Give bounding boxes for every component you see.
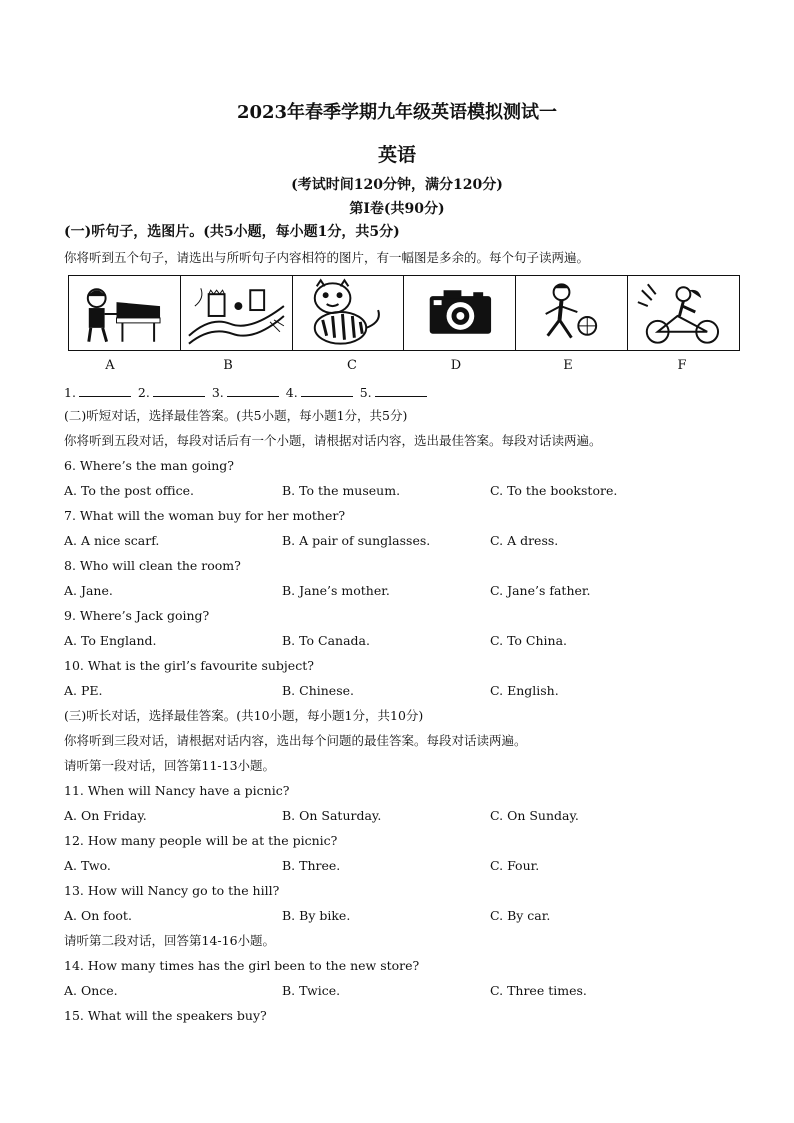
picture-letter-d: D	[450, 358, 462, 373]
option-6c: C. To the bookstore.	[490, 483, 618, 498]
question-15: 15. What will the speakers buy?	[64, 1008, 267, 1023]
answer-blanks	[64, 384, 430, 401]
option-10b: B. Chinese.	[282, 683, 354, 698]
option-6a: A. To the post office.	[64, 483, 194, 498]
question-10: 10. What is the girl’s favourite subject?	[64, 658, 314, 673]
question-8: 8. Who will clean the room?	[64, 558, 241, 573]
option-14c: C. Three times.	[490, 983, 587, 998]
picture-strip	[68, 275, 740, 351]
question-11: 11. When will Nancy have a picnic?	[64, 783, 290, 798]
answer-blank-5[interactable]	[375, 384, 427, 397]
section2-instruction: 请听第二段对话，回答第14-16小题。	[64, 933, 276, 948]
picture-letter-c: C	[347, 358, 357, 373]
answer-blank-2[interactable]	[153, 384, 205, 397]
piano-player-icon	[69, 276, 181, 350]
option-8c: C. Jane’s father.	[490, 583, 591, 598]
part3-instruction: 你将听到三段对话，请根据对话内容，选出每个问题的最佳答案。每段对话读两遍。	[64, 733, 527, 748]
answer-blank-1[interactable]	[79, 384, 131, 397]
boy-basketball-icon	[516, 276, 628, 350]
girl-cycling-icon	[628, 276, 739, 350]
question-12: 12. How many people will be at the picnic?	[64, 833, 338, 848]
part3-heading: (三)听长对话，选择最佳答案。(共10小题，每小题1分，共10分)	[64, 708, 424, 723]
question-9: 9. Where’s Jack going?	[64, 608, 210, 623]
option-10c: C. English.	[490, 683, 559, 698]
option-11a: A. On Friday.	[64, 808, 147, 823]
option-8a: A. Jane.	[64, 583, 113, 598]
option-9a: A. To England.	[64, 633, 157, 648]
question-13: 13. How will Nancy go to the hill?	[64, 883, 280, 898]
option-11b: B. On Saturday.	[282, 808, 382, 823]
blank-label-2: 2.	[137, 385, 150, 400]
answer-blank-3[interactable]	[227, 384, 279, 397]
picture-letter-b: B	[223, 358, 233, 373]
option-13c: C. By car.	[490, 908, 551, 923]
option-7c: C. A dress.	[490, 533, 559, 548]
picture-letter-a: A	[105, 358, 115, 373]
exam-info: (考试时间120分钟，满分120分)	[291, 177, 503, 193]
option-10a: A. PE.	[64, 683, 103, 698]
camera-icon	[404, 276, 516, 350]
part1-heading: (一)听句子，选图片。(共5小题，每小题1分，共5分)	[64, 224, 400, 240]
blank-label-4: 4.	[285, 385, 298, 400]
blank-label-1: 1.	[64, 385, 76, 400]
volume-title: 第Ⅰ卷(共90分)	[349, 201, 445, 217]
tiger-icon	[293, 276, 405, 350]
blank-label-3: 3.	[211, 385, 224, 400]
answer-blank-4[interactable]	[301, 384, 353, 397]
question-6: 6. Where’s the man going?	[64, 458, 234, 473]
option-9c: C. To China.	[490, 633, 568, 648]
option-6b: B. To the museum.	[282, 483, 401, 498]
option-13a: A. On foot.	[64, 908, 132, 923]
option-12c: C. Four.	[490, 858, 540, 873]
part1-instruction: 你将听到五个句子，请选出与所听句子内容相符的图片，有一幅图是多余的。每个句子读两遍。	[64, 250, 590, 265]
question-7: 7. What will the woman buy for her mother?	[64, 508, 346, 523]
option-9b: B. To Canada.	[282, 633, 370, 648]
option-7a: A. A nice scarf.	[64, 533, 160, 548]
option-11c: C. On Sunday.	[490, 808, 579, 823]
question-14: 14. How many times has the girl been to the new store?	[64, 958, 420, 973]
part2-heading: (二)听短对话，选择最佳答案。(共5小题，每小题1分，共5分)	[64, 408, 408, 423]
option-14a: A. Once.	[64, 983, 118, 998]
picture-letter-f: F	[677, 358, 687, 373]
part2-instruction: 你将听到五段对话，每段对话后有一个小题，请根据对话内容，选出最佳答案。每段对话读两遍。	[64, 433, 602, 448]
great-wall-icon	[181, 276, 293, 350]
option-8b: B. Jane’s mother.	[282, 583, 390, 598]
option-12b: B. Three.	[282, 858, 341, 873]
exam-title: 2023年春季学期九年级英语模拟测试一	[236, 102, 558, 123]
option-12a: A. Two.	[64, 858, 111, 873]
option-13b: B. By bike.	[282, 908, 351, 923]
section1-instruction: 请听第一段对话，回答第11-13小题。	[64, 758, 276, 773]
option-14b: B. Twice.	[282, 983, 341, 998]
picture-letter-e: E	[563, 358, 573, 373]
option-7b: B. A pair of sunglasses.	[282, 533, 431, 548]
blank-label-5: 5.	[359, 385, 372, 400]
subject-title: 英语	[377, 144, 416, 166]
